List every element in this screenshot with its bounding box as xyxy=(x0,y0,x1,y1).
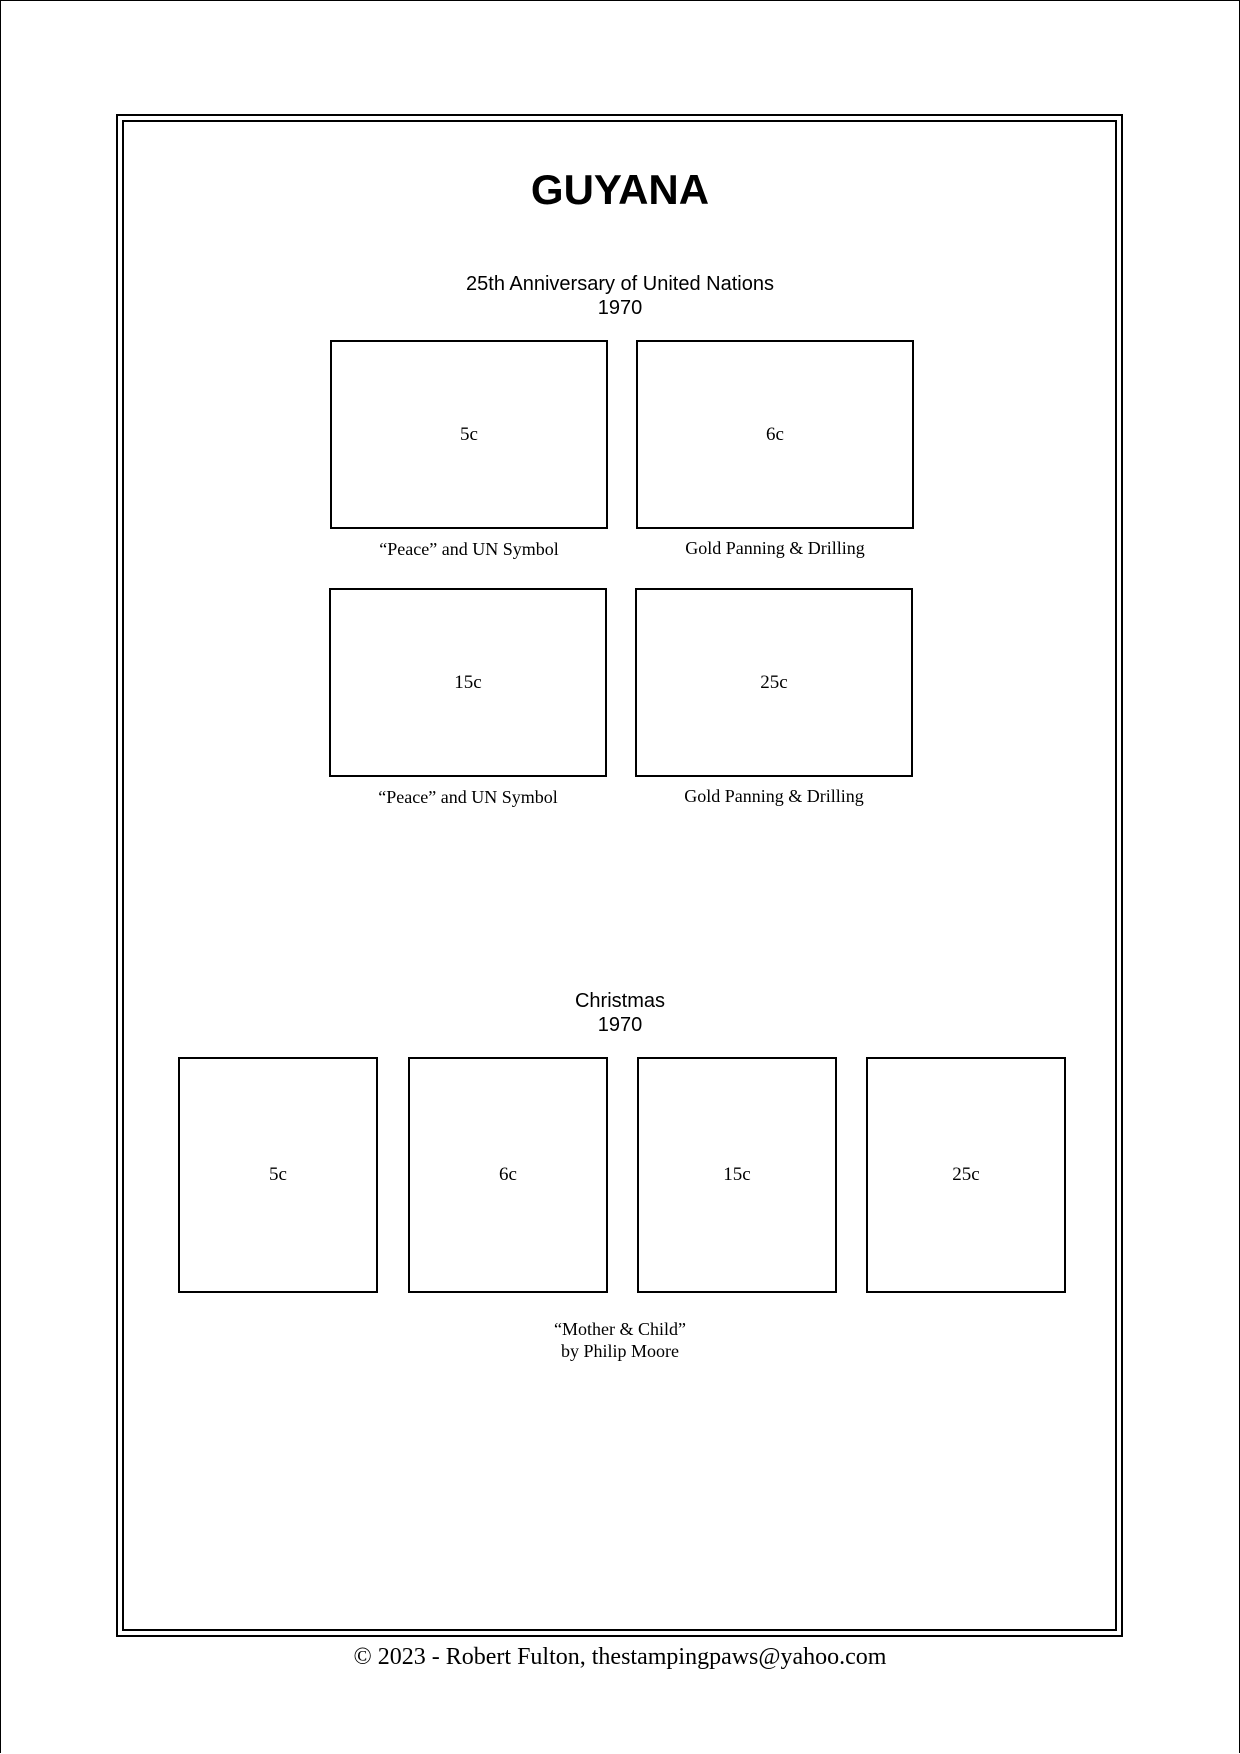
stamp-caption-un-25c: Gold Panning & Drilling xyxy=(684,786,864,806)
page-title: GUYANA xyxy=(530,166,710,213)
stamp-caption-un-5c: “Peace” and UN Symbol xyxy=(379,539,559,559)
stamp-value: 5c xyxy=(269,1164,287,1185)
stamp-box-un-25c[interactable] xyxy=(635,588,913,777)
stamp-box-un-5c[interactable] xyxy=(330,340,608,529)
stamp-value: 25c xyxy=(952,1164,980,1185)
stamp-caption-christmas-title: “Mother & Child” xyxy=(554,1319,686,1339)
copyright-footer: © 2023 - Robert Fulton, thestampingpaws@yahoo.com xyxy=(353,1644,887,1670)
stamp-box-un-15c[interactable] xyxy=(329,588,607,777)
stamp-box-christmas-25c[interactable] xyxy=(866,1057,1066,1293)
stamp-caption-un-15c: “Peace” and UN Symbol xyxy=(378,787,558,807)
stamp-box-christmas-15c[interactable] xyxy=(637,1057,837,1293)
stamp-value: 6c xyxy=(499,1164,517,1185)
section-year-un: 1970 xyxy=(597,297,643,319)
stamp-value: 5c xyxy=(460,423,478,445)
stamp-value: 15c xyxy=(723,1164,751,1185)
stamp-value: 6c xyxy=(766,423,784,445)
stamp-box-christmas-5c[interactable] xyxy=(178,1057,378,1293)
stamp-value: 15c xyxy=(454,671,482,693)
stamp-value: 25c xyxy=(760,671,788,693)
section-heading-christmas: Christmas xyxy=(574,990,665,1012)
stamp-box-christmas-6c[interactable] xyxy=(408,1057,608,1293)
section-year-christmas: 1970 xyxy=(597,1014,643,1036)
stamp-caption-un-6c: Gold Panning & Drilling xyxy=(685,538,865,558)
section-heading-un: 25th Anniversary of United Nations xyxy=(466,273,774,295)
page-frame-inner xyxy=(122,120,1117,1631)
stamp-caption-christmas-artist: by Philip Moore xyxy=(560,1341,679,1361)
stamp-box-un-6c[interactable] xyxy=(636,340,914,529)
